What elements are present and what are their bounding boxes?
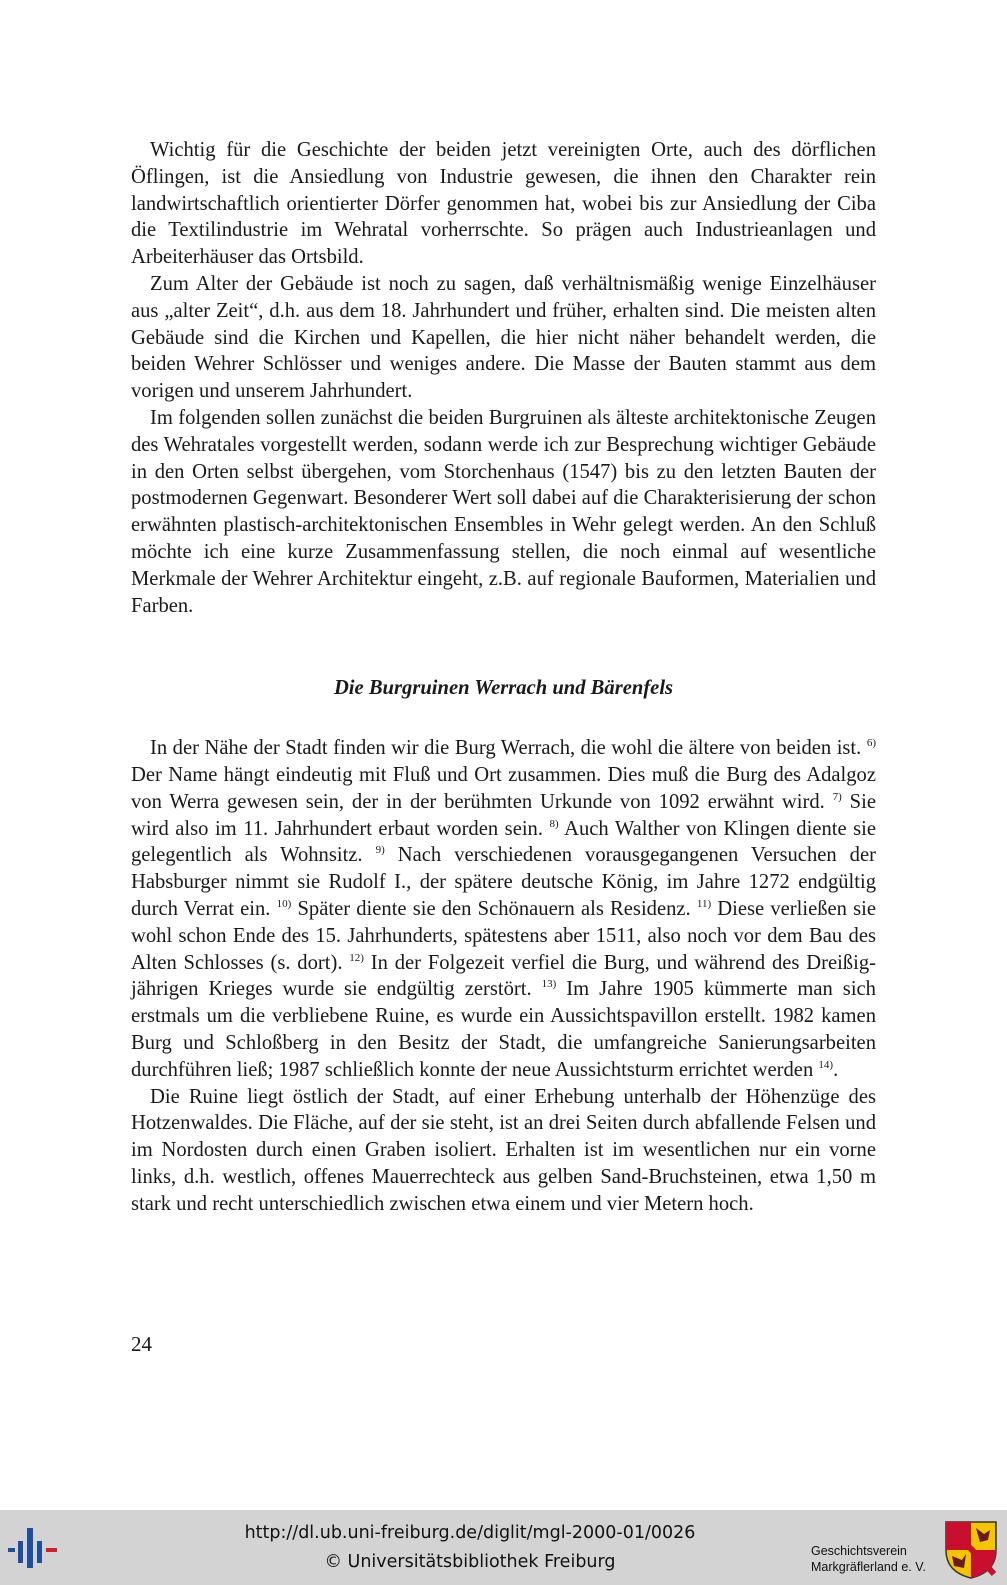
footnote-ref-6: 6): [866, 737, 876, 750]
page-number: 24: [131, 1332, 152, 1356]
footnote-ref-12: 12): [349, 951, 364, 964]
sentence: Auch Walther von Klingen diente sie gelegentlich als Wohnsitz.: [131, 817, 877, 867]
footnote-ref-13: 13): [541, 978, 557, 991]
footnote-ref-8: 8): [549, 817, 559, 830]
paragraph-4: [131, 735, 876, 1083]
coat-of-arms-icon: [944, 1520, 998, 1580]
permalink-url[interactable]: http://dl.ub.uni-freiburg.de/diglit/mgl-2000-01/0026: [244, 1523, 696, 1543]
ub-freiburg-logo-icon[interactable]: [8, 1526, 64, 1570]
sentence: Im Jahre 1905 kümmerte man sich erstmals um die verbliebene Ruine, es wurde ein Aussichtspavillon erstellt. 1982 kamen Burg und Schloßberg in den Besitz der Stadt, die umfangreiche Sanierungsarbeiten durchführen ließ; 1987 schließlich konnte der neue Aussichtsturm errichtet werden: [131, 978, 876, 1081]
sentence: Sie wird also im 11. Jahrhundert erbaut worden sein.: [131, 790, 876, 840]
paragraph-1: Wichtig für die Geschichte der beiden jetzt vereinigten Orte, auch des dörflichen Öflingen, ist die Ansiedlung von Industrie gewesen, die ihnen den Charakter rein landwirtschaftlich orientierter Dörfer genommen hat, wobei bis zur Ansiedlung der Ciba die Textilindustrie im Wehratal vorherrschte. So prägen auch Industrieanlagen und Arbeiterhäuser das Ortsbild.: [131, 139, 876, 269]
sentence: In der Folgezeit verfiel die Burg, und während des Dreißigjährigen Krieges wurde sie endgültig zerstört.: [131, 951, 876, 1001]
paragraph-2: Zum Alter der Gebäude ist noch zu sagen, daß verhältnismäßig wenige Einzelhäuser aus „alter Zeit“, d.h. aus dem 18. Jahrhundert und früher, erhalten sind. Die meisten alten Gebäude sind die Kirchen und Kapellen, die hier nicht näher behandelt werden, die beiden Wehrer Schlösser und weniges andere. Die Masse der Bauten stammt aus dem vorigen und unserem Jahrhundert.: [131, 272, 876, 403]
society-name-line2: Markgräflerland e. V.: [811, 1560, 926, 1574]
body-text: [131, 137, 876, 1217]
footnote-ref-10: 10): [276, 897, 292, 910]
sentence: In der Nähe der Stadt finden wir die Burg Werrach, die wohl die ältere von beiden ist.: [150, 737, 862, 760]
footnote-ref-14: 14): [818, 1058, 834, 1071]
footnote-ref-9: 9): [375, 844, 385, 857]
sentence: Später diente sie den Schönauern als Residenz.: [297, 897, 691, 920]
paragraph-5: Die Ruine liegt östlich der Stadt, auf einer Erhebung unterhalb der Höhenzüge des Hotzenwaldes. Die Fläche, auf der sie steht, ist an drei Seiten durch abfallende Felsen und im Nordosten durch einen Graben isoliert. Erhalten ist im wesentlichen nur ein vorne links, d.h. westlich, offenes Mauerrechteck aus gelben Sand-Bruchsteinen, etwa 1,50 m stark und recht unterschiedlich zwischen etwa einem und vier Metern hoch.: [131, 1085, 876, 1215]
sentence: .: [833, 1058, 839, 1081]
paragraph-3: Im folgenden sollen zunächst die beiden Burgruinen als älteste architektonische Zeugen des Wehratales vorgestellt werden, sodann werde ich zur Besprechung wichtiger Gebäude in den Orten selbst übergehen, vom Storchenhaus (1547) bis zu den letzten Bauten der postmodernen Gegenwart. Besonderer Wert soll dabei auf die Charakterisierung der schon erwähnten plastisch-architektonischen Ensembles in Wehr gelegt werden. An den Schluß möchte ich eine kurze Zusammenfassung stellen, die noch einmal auf wesentliche Merkmale der Wehrer Architektur eingeht, z.B. auf regionale Bauformen, Materialien und Farben.: [131, 406, 876, 617]
section-heading: Die Burgruinen Werrach und Bärenfels: [333, 677, 674, 700]
sentence: Diese verließen sie wohl schon Ende des 15. Jahrhunderts, spätestens aber 1511, also noch vor dem Bau des Alten Schlosses (s. dort).: [131, 897, 876, 974]
footnote-ref-7: 7): [832, 790, 842, 803]
society-name-line1: Geschichtsverein: [811, 1544, 907, 1558]
copyright-notice: © Universitätsbibliothek Freiburg: [324, 1552, 616, 1572]
footer-bar: [0, 1510, 1007, 1585]
footnote-ref-11: 11): [696, 897, 712, 910]
sentence: Nach verschiedenen vorausgegangenen Versuchen der Habsburger nimmt sie Rudolf I., der spätere deutsche König, im Jahre 1272 endgültig durch Verrat ein.: [131, 844, 876, 920]
sentence: Der Name hängt eindeutig mit Fluß und Ort zusammen. Dies muß die Burg des Adalgoz von Werra gewesen sein, der in der berühmten Urkunde von 1092 erwähnt wird.: [131, 763, 876, 813]
